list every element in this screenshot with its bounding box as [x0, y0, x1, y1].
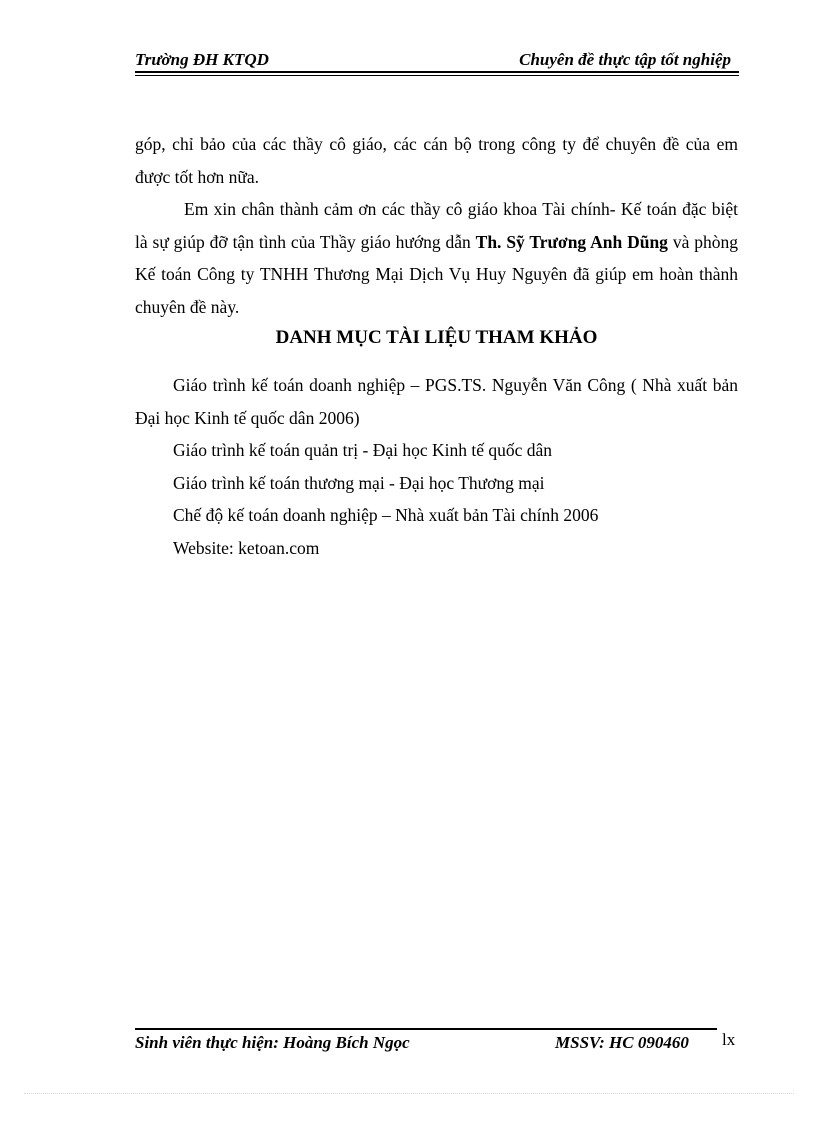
paragraph-2-end: và phòng Kế toán Công ty TNHH Thương Mại Dịch Vụ Huy Nguyên đã giúp em hoàn thành chuyên đề này. — [135, 231, 738, 317]
page-header — [135, 48, 739, 72]
reference-item: Giáo trình kế toán quản trị - Đại học Kinh tế quốc dân — [173, 440, 553, 460]
page-number: lx — [722, 1030, 736, 1049]
footer-student-id: MSSV: HC 090460 — [555, 1033, 689, 1052]
references-title: DANH MỤC TÀI LIỆU THAM KHẢO — [275, 327, 598, 348]
footer-rule — [135, 1028, 717, 1030]
reference-item: Giáo trình kế toán thương mại - Đại học Thương mại — [173, 472, 545, 493]
header-rule-thick — [135, 71, 739, 73]
body-paragraph-1: góp, chỉ bảo của các thầy cô giáo, các cán bộ trong công ty để chuyên đề của em được tốt hơn nữa. — [135, 134, 738, 187]
paragraph-2-start: Em xin chân thành cảm ơn các thầy cô giáo khoa Tài chính- Kế toán đặc biệt là sự giúp đỡ tận tình của Thầy giáo hướng dẫn — [135, 199, 738, 252]
header-university: Trường ĐH KTQD — [135, 50, 269, 69]
header-report-title: Chuyên đề thực tập tốt nghiệp — [519, 50, 731, 69]
footer-student-name: Sinh viên thực hiện: Hoàng Bích Ngọc — [135, 1033, 410, 1052]
references-list — [135, 369, 738, 564]
header-rule-thin — [135, 75, 739, 76]
advisor-name: Th. Sỹ Trương Anh Dũng — [475, 231, 668, 252]
reference-item: Website: ketoan.com — [173, 537, 320, 558]
reference-item: Chế độ kế toán doanh nghiệp – Nhà xuất bản Tài chính 2006 — [173, 505, 599, 525]
page-bottom-border — [24, 1093, 794, 1094]
reference-item: Giáo trình kế toán doanh nghiệp – PGS.TS. Nguyễn Văn Công ( Nhà xuất bản Đại học Kinh tế quốc dân 2006) — [135, 375, 738, 428]
body-paragraph-2 — [135, 193, 738, 323]
